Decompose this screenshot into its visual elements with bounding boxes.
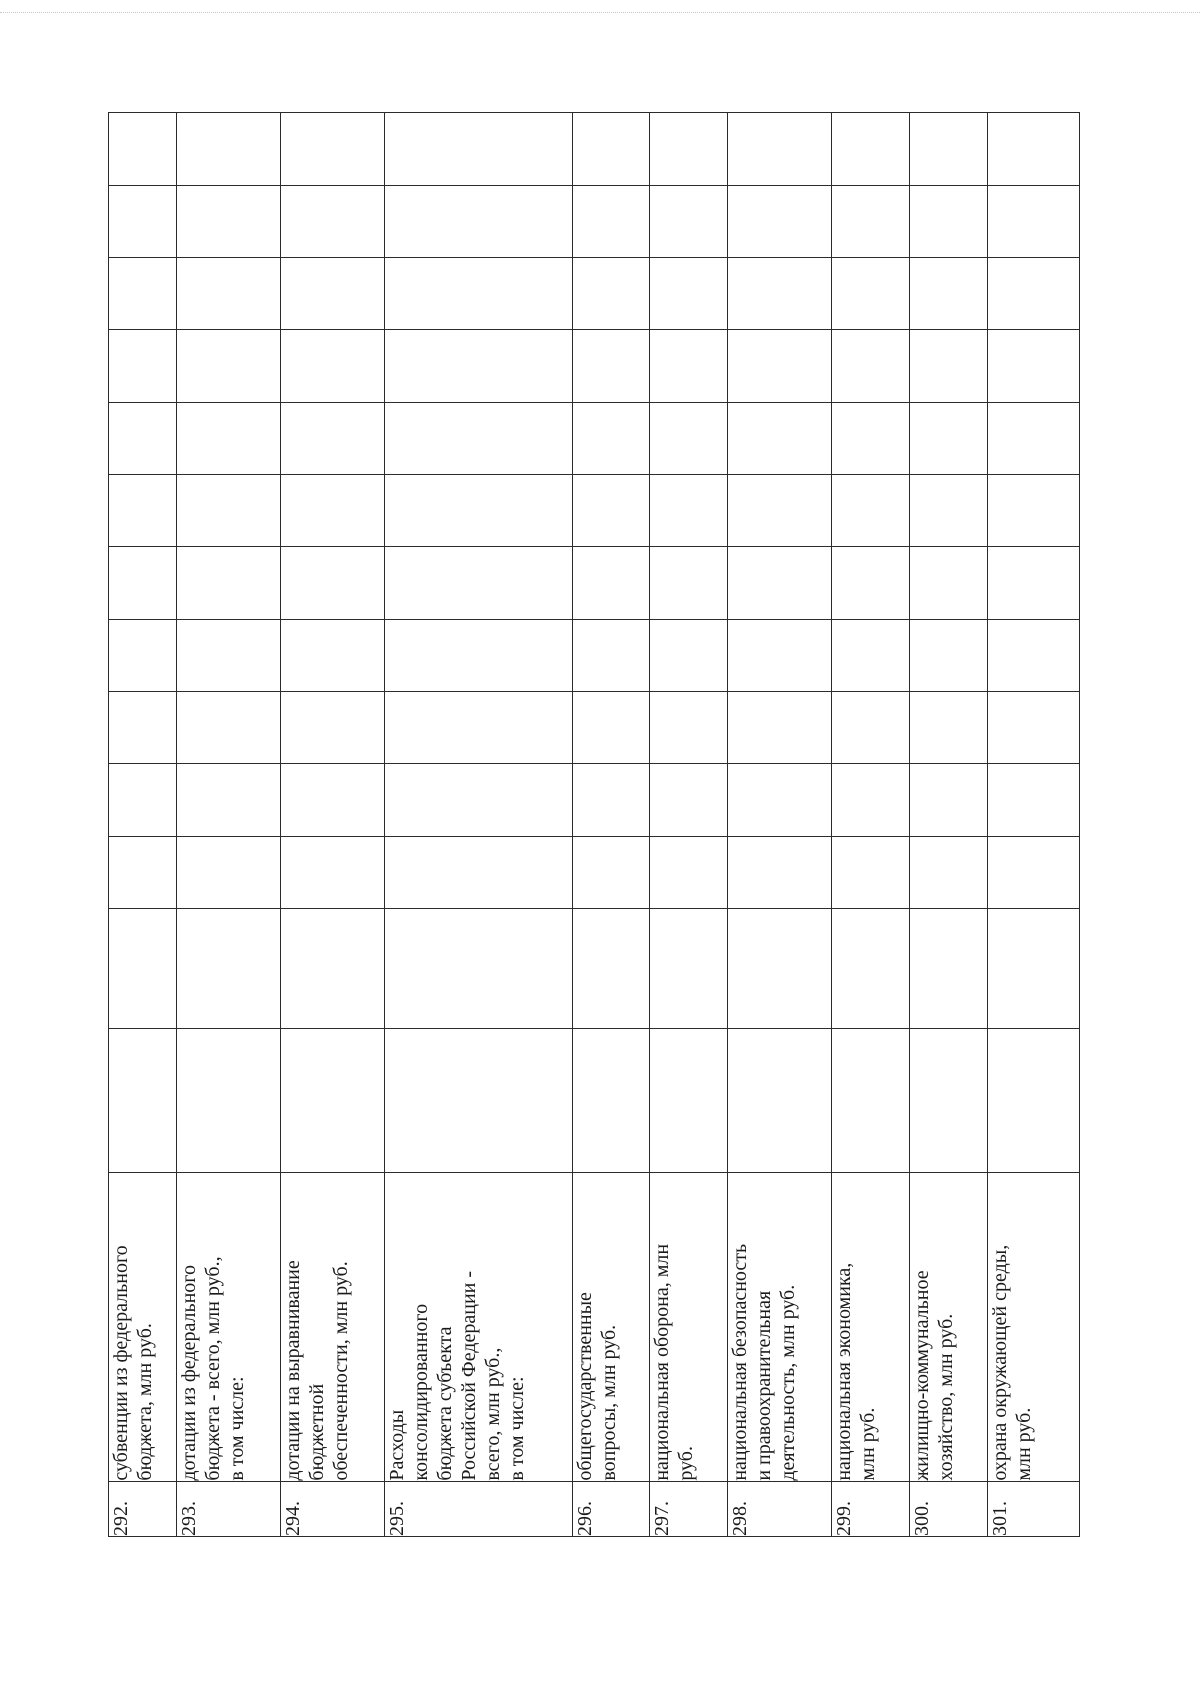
value-cell xyxy=(177,619,281,691)
row-number: 299. xyxy=(832,1481,910,1536)
value-cell xyxy=(385,330,573,402)
value-cell xyxy=(832,257,910,329)
value-cell xyxy=(832,113,910,186)
value-cell xyxy=(988,474,1080,546)
value-cell xyxy=(385,619,573,691)
value-cell xyxy=(728,692,832,764)
value-cell xyxy=(385,257,573,329)
value-cell xyxy=(910,619,988,691)
value-cell xyxy=(573,257,650,329)
value-cell xyxy=(832,185,910,257)
value-cell xyxy=(988,547,1080,619)
value-cell xyxy=(109,619,177,691)
value-cell xyxy=(109,547,177,619)
value-cell xyxy=(832,330,910,402)
row-label: национальная оборона, млн руб. xyxy=(650,1173,728,1482)
value-cell xyxy=(573,692,650,764)
row-label: субвенции из федерального бюджета, млн руб. xyxy=(109,1173,177,1482)
value-cell xyxy=(988,692,1080,764)
row-label: общегосударственные вопросы, млн руб. xyxy=(573,1173,650,1482)
value-cell xyxy=(281,257,385,329)
value-cell xyxy=(177,692,281,764)
value-cell xyxy=(728,1029,832,1173)
value-cell xyxy=(728,402,832,474)
value-cell xyxy=(177,185,281,257)
value-cell xyxy=(650,113,728,186)
value-cell xyxy=(385,547,573,619)
rotated-table-inner xyxy=(108,112,1079,1537)
value-cell xyxy=(177,909,281,1029)
value-cell xyxy=(281,185,385,257)
value-cell xyxy=(910,1029,988,1173)
value-cell xyxy=(109,330,177,402)
value-cell xyxy=(573,1029,650,1173)
value-cell xyxy=(832,764,910,836)
value-cell xyxy=(177,474,281,546)
row-number: 295. xyxy=(385,1481,573,1536)
value-cell xyxy=(988,185,1080,257)
value-cell xyxy=(385,402,573,474)
value-cell xyxy=(910,909,988,1029)
value-cell xyxy=(832,1029,910,1173)
table-row xyxy=(281,113,385,1537)
value-cell xyxy=(109,257,177,329)
value-cell xyxy=(385,113,573,186)
value-cell xyxy=(177,764,281,836)
table-row xyxy=(728,113,832,1537)
scan-edge-line xyxy=(0,12,1200,13)
value-cell xyxy=(573,113,650,186)
value-cell xyxy=(910,547,988,619)
value-cell xyxy=(728,547,832,619)
value-cell xyxy=(910,692,988,764)
value-cell xyxy=(650,547,728,619)
row-label: охрана окружающей среды, млн руб. xyxy=(988,1173,1080,1482)
value-cell xyxy=(177,113,281,186)
value-cell xyxy=(728,909,832,1029)
value-cell xyxy=(281,692,385,764)
table-row xyxy=(109,113,177,1537)
table-row xyxy=(650,113,728,1537)
value-cell xyxy=(281,547,385,619)
value-cell xyxy=(650,764,728,836)
value-cell xyxy=(650,692,728,764)
value-cell xyxy=(988,402,1080,474)
value-cell xyxy=(650,257,728,329)
value-cell xyxy=(109,113,177,186)
value-cell xyxy=(650,185,728,257)
value-cell xyxy=(281,764,385,836)
value-cell xyxy=(385,185,573,257)
value-cell xyxy=(650,402,728,474)
value-cell xyxy=(988,836,1080,908)
value-cell xyxy=(109,836,177,908)
value-cell xyxy=(385,909,573,1029)
value-cell xyxy=(910,185,988,257)
value-cell xyxy=(109,909,177,1029)
value-cell xyxy=(281,909,385,1029)
table-row xyxy=(177,113,281,1537)
value-cell xyxy=(910,330,988,402)
row-number: 294. xyxy=(281,1481,385,1536)
table-row xyxy=(910,113,988,1537)
value-cell xyxy=(573,330,650,402)
value-cell xyxy=(573,474,650,546)
value-cell xyxy=(910,764,988,836)
value-cell xyxy=(573,619,650,691)
value-cell xyxy=(832,402,910,474)
value-cell xyxy=(109,764,177,836)
value-cell xyxy=(281,330,385,402)
value-cell xyxy=(177,330,281,402)
value-cell xyxy=(573,402,650,474)
value-cell xyxy=(385,474,573,546)
value-cell xyxy=(728,619,832,691)
value-cell xyxy=(650,1029,728,1173)
value-cell xyxy=(281,1029,385,1173)
value-cell xyxy=(650,474,728,546)
value-cell xyxy=(910,257,988,329)
row-label: национальная экономика, млн руб. xyxy=(832,1173,910,1482)
table-row xyxy=(832,113,910,1537)
table-row xyxy=(573,113,650,1537)
rotated-table-container xyxy=(108,112,1079,1537)
row-number: 293. xyxy=(177,1481,281,1536)
value-cell xyxy=(728,836,832,908)
value-cell xyxy=(832,547,910,619)
row-number: 292. xyxy=(109,1481,177,1536)
value-cell xyxy=(988,113,1080,186)
value-cell xyxy=(573,836,650,908)
value-cell xyxy=(281,113,385,186)
row-number: 300. xyxy=(910,1481,988,1536)
row-number: 298. xyxy=(728,1481,832,1536)
row-label: дотации на выравнивание бюджетной обеспеченности, млн руб. xyxy=(281,1173,385,1482)
value-cell xyxy=(281,402,385,474)
value-cell xyxy=(988,764,1080,836)
value-cell xyxy=(109,474,177,546)
value-cell xyxy=(832,692,910,764)
value-cell xyxy=(109,402,177,474)
value-cell xyxy=(988,330,1080,402)
value-cell xyxy=(988,909,1080,1029)
value-cell xyxy=(281,619,385,691)
row-number: 296. xyxy=(573,1481,650,1536)
value-cell xyxy=(109,692,177,764)
row-number: 301. xyxy=(988,1481,1080,1536)
value-cell xyxy=(385,1029,573,1173)
value-cell xyxy=(832,909,910,1029)
value-cell xyxy=(385,836,573,908)
value-cell xyxy=(728,764,832,836)
value-cell xyxy=(728,257,832,329)
value-cell xyxy=(910,113,988,186)
row-label: Расходы консолидированного бюджета субъекта Российской Федерации - всего, млн руб., в том числе: xyxy=(385,1173,573,1482)
value-cell xyxy=(177,547,281,619)
value-cell xyxy=(728,474,832,546)
value-cell xyxy=(650,909,728,1029)
row-label: национальная безопасность и правоохранительная деятельность, млн руб. xyxy=(728,1173,832,1482)
table-row xyxy=(988,113,1080,1537)
value-cell xyxy=(988,619,1080,691)
value-cell xyxy=(109,185,177,257)
value-cell xyxy=(728,185,832,257)
value-cell xyxy=(728,330,832,402)
value-cell xyxy=(281,836,385,908)
row-number: 297. xyxy=(650,1481,728,1536)
indicator-table xyxy=(108,112,1080,1537)
value-cell xyxy=(988,257,1080,329)
row-label: жилищно-коммунальное хозяйство, млн руб. xyxy=(910,1173,988,1482)
value-cell xyxy=(832,836,910,908)
value-cell xyxy=(385,764,573,836)
value-cell xyxy=(281,474,385,546)
value-cell xyxy=(832,619,910,691)
value-cell xyxy=(910,474,988,546)
value-cell xyxy=(650,330,728,402)
value-cell xyxy=(910,402,988,474)
value-cell xyxy=(177,836,281,908)
value-cell xyxy=(177,1029,281,1173)
value-cell xyxy=(650,619,728,691)
value-cell xyxy=(573,185,650,257)
value-cell xyxy=(832,474,910,546)
value-cell xyxy=(573,764,650,836)
value-cell xyxy=(728,113,832,186)
value-cell xyxy=(109,1029,177,1173)
value-cell xyxy=(177,257,281,329)
value-cell xyxy=(573,547,650,619)
value-cell xyxy=(385,692,573,764)
value-cell xyxy=(177,402,281,474)
value-cell xyxy=(650,836,728,908)
value-cell xyxy=(910,836,988,908)
table-row xyxy=(385,113,573,1537)
value-cell xyxy=(573,909,650,1029)
value-cell xyxy=(988,1029,1080,1173)
row-label: дотации из федерального бюджета - всего, млн руб., в том числе: xyxy=(177,1173,281,1482)
